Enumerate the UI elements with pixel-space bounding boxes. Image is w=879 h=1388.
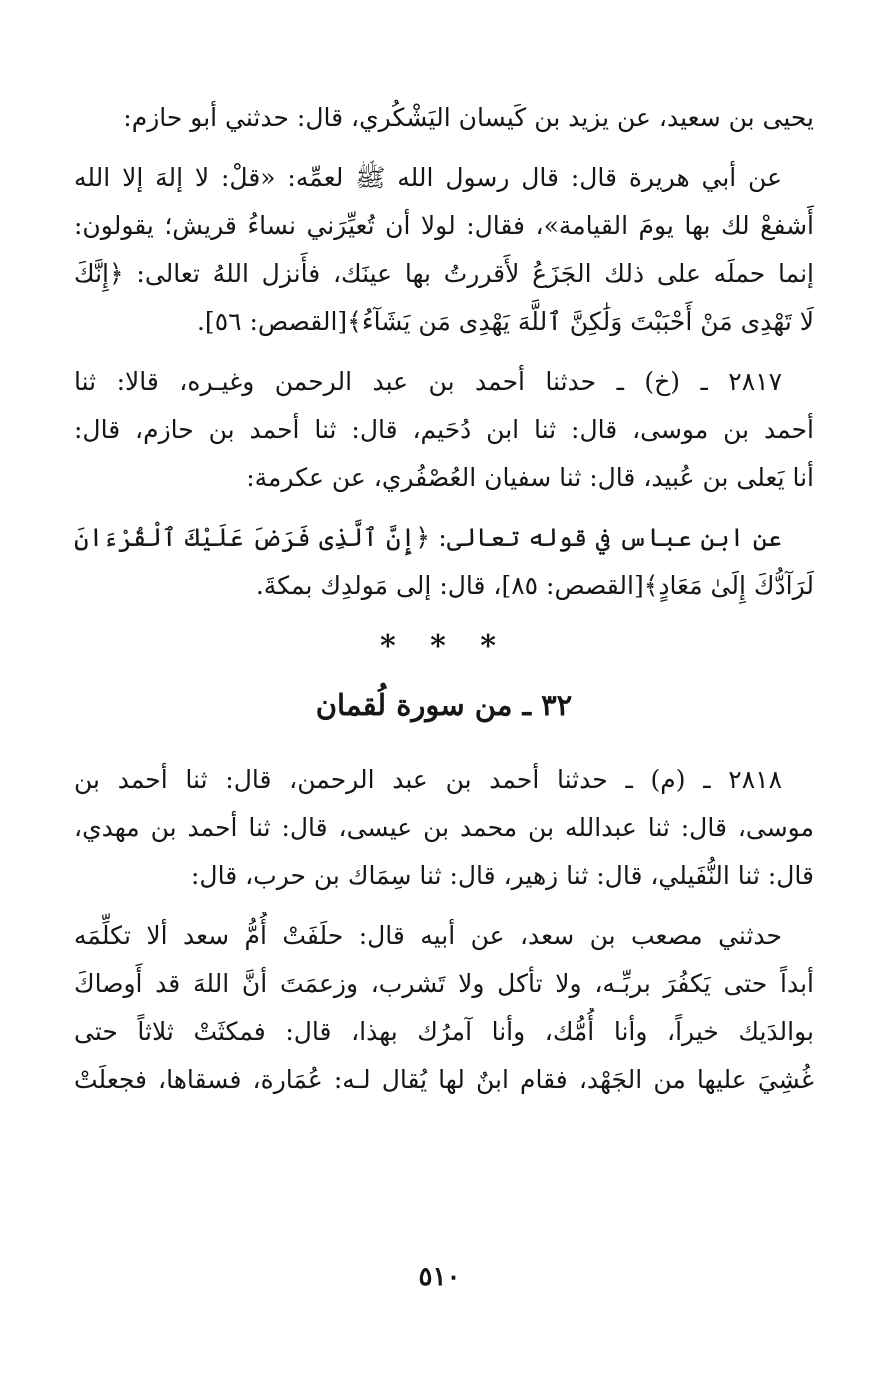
text-line: أنا يَعلى بن عُبيد، قال: ثنا سفيان العُصْفُري، عن عكرمة: bbox=[246, 463, 814, 492]
text-line: موسى، قال: ثنا عبدالله بن محمد بن عيسى، قال: ثنا أحمد بن مهدي، bbox=[74, 813, 814, 842]
text-line: ٢٨١٧ ـ (خ) ـ حدثنا أحمد بن عبد الرحمن وغيـره، قالا: ثنا bbox=[74, 367, 782, 396]
text-line: غُشِيَ عليها من الجَهْد، فقام ابنٌ لها يُقال لـه: عُمَارة، فسقاها، فجعلَتْ bbox=[74, 1065, 814, 1094]
paragraph-chain-2818 bbox=[74, 756, 814, 900]
text-line: أَشفعْ لك بها يومَ القيامة»، فقال: لولا أن تُعيِّرَني نساءُ قريش؛ يقولون: bbox=[74, 211, 814, 240]
section-separator: * * * bbox=[380, 629, 508, 664]
text-line: بوالدَيك خيراً، وأنا أُمُّك، وأنا آمرُك بهذا، قال: فمكثَتْ ثلاثاً حتى bbox=[74, 1017, 814, 1046]
text-line: إنما حملَه على ذلك الجَزَعُ لأَقررتُ بها عينَك، فأَنزل اللهُ تعالى: ﴿إِنَّكَ bbox=[74, 259, 814, 288]
text-line: لَرَآدُّكَ إِلَىٰ مَعَادٍ﴾[القصص: ٨٥]، قال: إلى مَولدِك بمكةَ. bbox=[255, 571, 814, 600]
text-line: يحيى بن سعيد، عن يزيد بن كَيسان اليَشْكُري، قال: حدثني أبو حازم: bbox=[123, 103, 814, 132]
section-heading: ٣٢ ـ من سورة لُقمان bbox=[315, 688, 573, 722]
text-line: قال: ثنا النُّفَيلي، قال: ثنا زهير، قال: ثنا سِمَاك بن حرب، قال: bbox=[191, 861, 814, 890]
text-line: لَا تَهْدِى مَنْ أَحْبَبْتَ وَلَٰكِنَّ ٱللَّهَ يَهْدِى مَن يَشَآءُ﴾[القصص: ٥٦]. bbox=[196, 307, 814, 336]
text-line: أبداً حتى يَكفُرَ بربِّـه، ولا تأكل ولا تَشرب، وزعمَتَ أنَّ اللهَ قد أَوصاكَ bbox=[74, 969, 814, 998]
page-number: ٥١٠ bbox=[418, 1262, 461, 1292]
paragraph-chain-1 bbox=[74, 94, 814, 142]
paragraph-chain-2817 bbox=[74, 358, 814, 502]
text-line: عن أبي هريرة قال: قال رسول الله ﷺ لعمِّه: «قلْ: لا إلهَ إلا الله bbox=[74, 163, 782, 192]
text-line: عن ابن عباس في قوله تعالى: ﴿إِنَّ ٱلَّذِى فَرَضَ عَلَيْكَ ٱلْقُرْءَانَ bbox=[74, 523, 782, 552]
text-line: ٢٨١٨ ـ (م) ـ حدثنا أحمد بن عبد الرحمن، قال: ثنا أحمد بن bbox=[74, 765, 782, 794]
paragraph-hadith-2818 bbox=[74, 912, 814, 1104]
page-body bbox=[74, 94, 814, 1116]
paragraph-hadith-1 bbox=[74, 154, 814, 346]
text-line: أحمد بن موسى، قال: ثنا ابن دُحَيم، قال: ثنا أحمد بن حازم، قال: bbox=[74, 415, 814, 444]
paragraph-hadith-2817 bbox=[74, 514, 814, 610]
text-line: حدثني مصعب بن سعد، عن أبيه قال: حلَفَتْ أُمُّ سعد ألا تكلِّمَه bbox=[74, 921, 782, 950]
